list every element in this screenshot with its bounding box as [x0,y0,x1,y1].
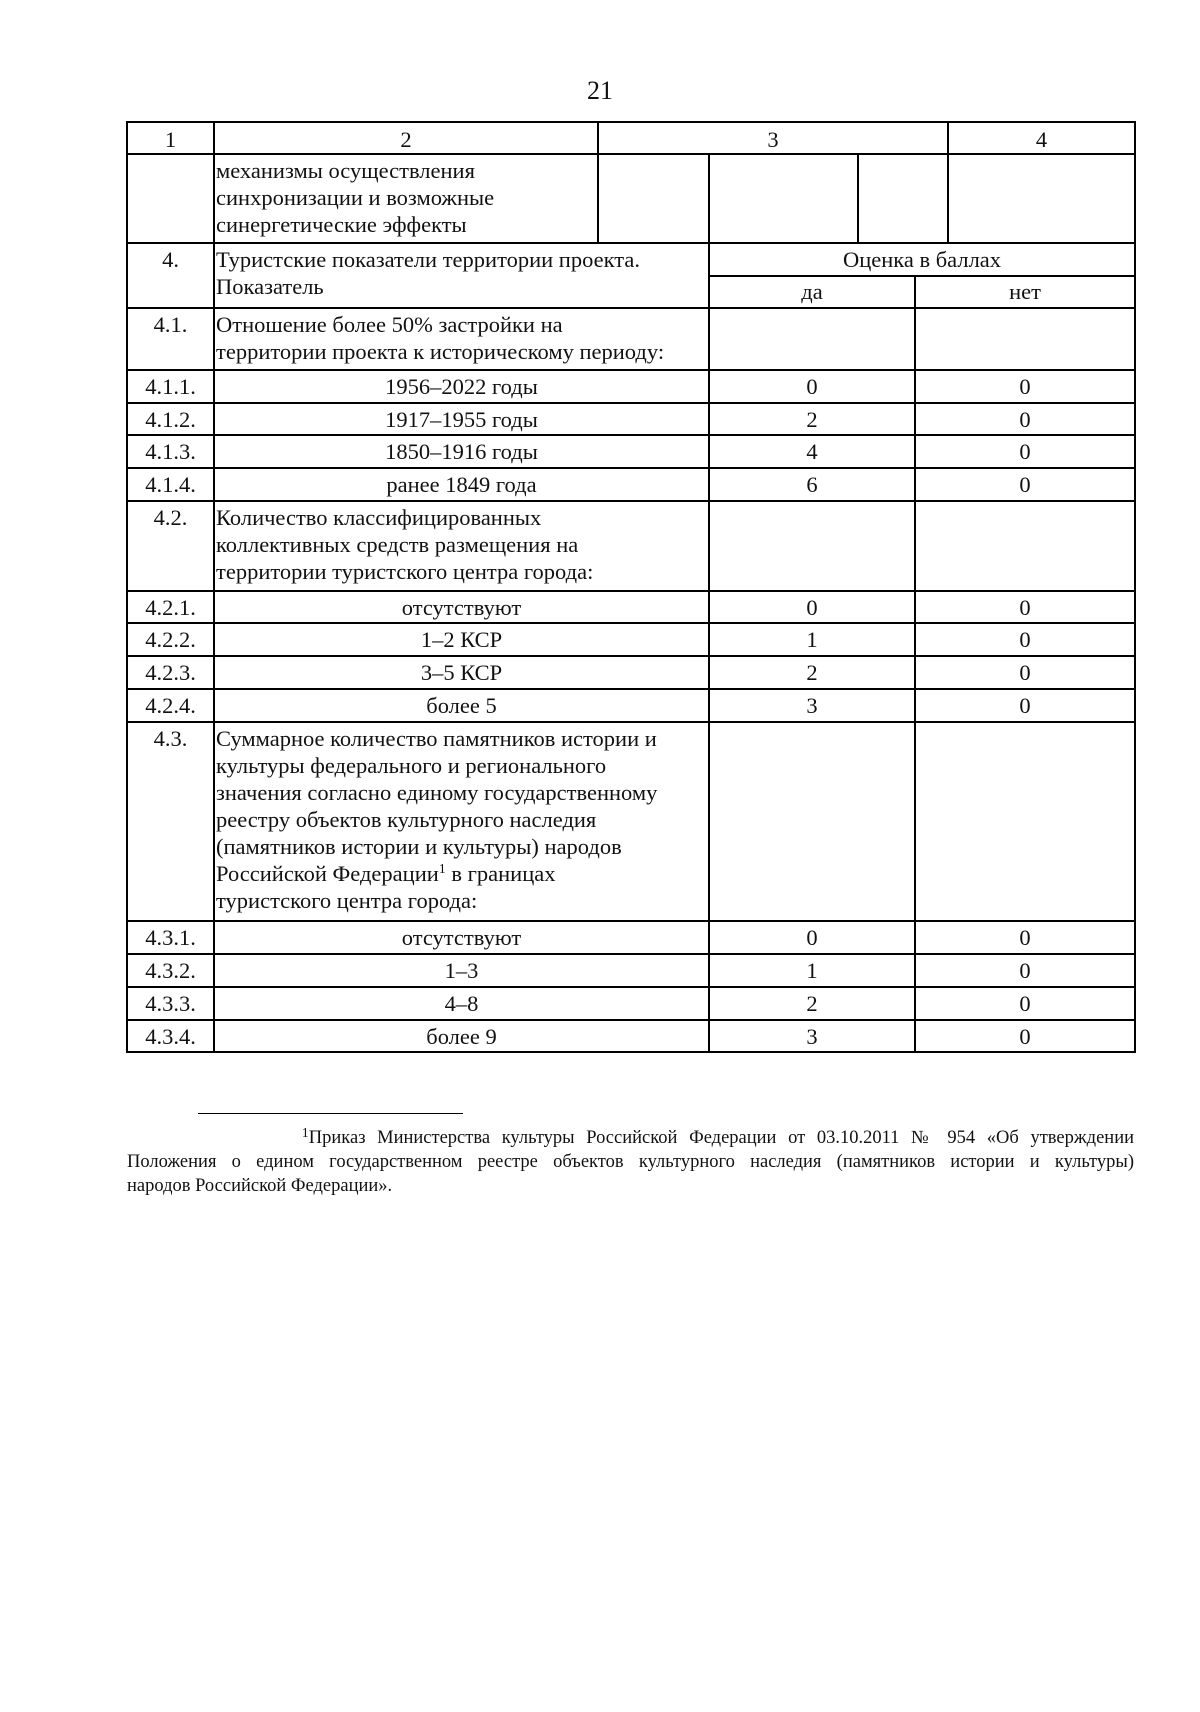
group-4-1-line-2: территории проекта к историческому периоду: [216,339,665,364]
col-header-3: 3 [767,127,779,152]
row-no-score: 0 [1019,958,1031,983]
section-4-number: 4. [162,247,179,272]
group-4-3-line-6 [214,861,555,887]
row-number: 4.2.3. [145,660,196,685]
footnote-mark: 1 [301,1126,309,1141]
group-4-3-line-6-tail: в границах [445,861,556,886]
group-4-3-line-1: Суммарное количество памятников истории и [216,726,657,751]
row-yes-score: 0 [806,595,818,620]
row-label: 1850–1916 годы [385,439,538,464]
row-yes-score: 2 [806,991,818,1016]
row-number: 4.1.1. [145,374,196,399]
row-label: 1–3 [444,958,479,983]
section-4-title-line-2: Показатель [216,274,324,299]
row-yes-score: 0 [806,925,818,950]
row-label: 1917–1955 годы [385,407,538,432]
group-4-2-line-2: коллективных средств размещения на [216,532,579,557]
row-number: 4.3.2. [145,958,196,983]
row-label: отсутствуют [401,925,522,950]
row-no-score: 0 [1019,693,1031,718]
row-number: 4.2.2. [145,627,196,652]
group-4-3-line-3: значения согласно единому государственному [216,780,658,805]
group-4-1-number: 4.1. [153,312,188,337]
group-4-1-line-1: Отношение более 50% застройки на [216,312,563,337]
row-label: отсутствуют [401,595,522,620]
row-label: 1–2 КСР [420,627,503,652]
row-no-score: 0 [1019,472,1031,497]
footnote [127,1126,1134,1198]
row-yes-score: 3 [806,1024,818,1049]
intro-line-1: механизмы осуществления [216,158,475,183]
row-number: 4.1.4. [145,472,196,497]
row-no-score: 0 [1019,407,1031,432]
row-yes-score: 4 [806,439,818,464]
group-4-3-line-5: (памятников истории и культуры) народов [216,834,622,859]
row-number: 4.1.2. [145,407,196,432]
row-label: ранее 1849 года [386,472,537,497]
group-4-3-line-4: реестру объектов культурного наследия [216,807,597,832]
row-label: более 9 [426,1024,497,1049]
footnote-line-3: народов Российской Федерации». [127,1176,393,1196]
row-label: 1956–2022 годы [385,374,538,399]
row-yes-score: 1 [806,627,818,652]
group-4-3-line-7: туристского центра города: [216,888,478,913]
row-no-score: 0 [1019,660,1031,685]
row-no-score: 0 [1019,991,1031,1016]
row-no-score: 0 [1019,595,1031,620]
row-label: более 5 [426,693,497,718]
row-yes-score: 3 [806,693,818,718]
row-no-score: 0 [1019,627,1031,652]
footnote-text-1: Приказ Министерства культуры Российской Федерации от 03.10.2011 № 954 «Об утверждении [308,1128,1134,1148]
section-4-title-line-1: Туристские показатели территории проекта. [216,247,640,272]
page-number: 21 [587,76,613,105]
intro-line-3: синергетические эффекты [216,212,467,237]
row-no-score: 0 [1019,1024,1031,1049]
group-4-3-line-2: культуры федерального и регионального [216,753,607,778]
score-header: Оценка в баллах [842,247,1002,272]
row-number: 4.3.4. [145,1024,196,1049]
group-4-3-number: 4.3. [153,726,188,751]
row-number: 4.3.3. [145,991,196,1016]
yes-header: да [801,279,823,304]
row-number: 4.2.1. [145,595,196,620]
row-yes-score: 2 [806,407,818,432]
row-yes-score: 0 [806,374,818,399]
no-header: нет [1009,279,1041,304]
row-yes-score: 2 [806,660,818,685]
row-yes-score: 6 [806,472,818,497]
col-header-1: 1 [164,127,177,152]
group-4-3-line-6-text: Российской Федерации [216,861,439,886]
row-no-score: 0 [1019,925,1031,950]
footnote-line-1 [127,1126,1134,1150]
row-label: 3–5 КСР [420,660,503,685]
row-no-score: 0 [1019,439,1031,464]
row-yes-score: 1 [806,958,818,983]
row-label: 4–8 [444,991,479,1016]
footnote-separator [198,1113,463,1114]
row-number: 4.2.4. [145,693,196,718]
col-header-2: 2 [400,127,412,152]
footnote-line-2: Положения о едином государственном реестре объектов культурного наследия (памятников истории и культуры) [127,1152,1134,1172]
col-header-4: 4 [1035,127,1048,152]
footnote-reference: 1 [438,862,446,877]
group-4-2-line-3: территории туристского центра города: [216,559,594,584]
intro-line-2: синхронизации и возможные [216,185,495,210]
group-4-2-number: 4.2. [153,505,188,530]
group-4-2-line-1: Количество классифицированных [216,505,542,530]
row-no-score: 0 [1019,374,1031,399]
row-number: 4.3.1. [145,925,196,950]
row-number: 4.1.3. [145,439,196,464]
